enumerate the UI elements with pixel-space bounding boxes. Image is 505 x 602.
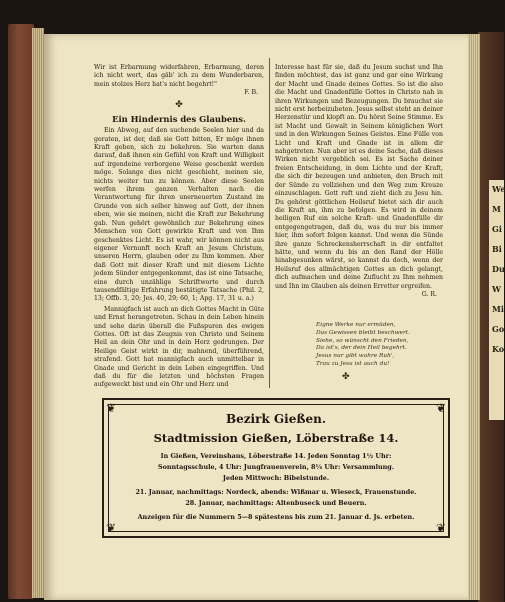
- corner-ornament-icon: ❦: [106, 521, 117, 535]
- left-column: [94, 64, 264, 390]
- ornament-icon: ✤: [342, 372, 350, 382]
- notice-title: Bezirk Gießen.: [225, 412, 327, 426]
- corner-ornament-icon: ❦: [106, 401, 117, 415]
- notice-line: Sonntagsschule, 4 Uhr: Jungfrauenverein, 8¼ Uhr: Versammlung.: [157, 463, 395, 471]
- poem-line: Da ist's, der dein Heil begehrt.: [316, 345, 407, 352]
- notice-line: Jeden Mittwoch: Bibelstunde.: [222, 474, 330, 482]
- strip-text: We: [492, 184, 505, 194]
- poem-line: Jesus nur gibt wahre Ruh',: [316, 353, 395, 360]
- right-column: [275, 64, 443, 298]
- poem-line: Trau zu Jesu ist auch du!: [316, 360, 390, 367]
- strip-text: Du: [492, 264, 505, 274]
- notice-subtitle: Stadtmission Gießen, Löberstraße 14.: [153, 431, 399, 445]
- intro-verse: Wir ist Erbarmung widerfahren, Erbarmung, deren ich nicht wert, das gäb' ich zu dem Wunderbaren, mein stolzes Herz hat's nicht begehrt!": [94, 64, 264, 88]
- ornament-icon: ✤: [175, 100, 183, 111]
- page-edges-left: [32, 28, 44, 598]
- closing-poem: [316, 322, 426, 369]
- strip-text: Bi: [492, 244, 502, 254]
- strip-text: Mi: [492, 304, 504, 314]
- notice-line: In Gießen, Vereinshaus, Löberstraße 14. Jeden Sonntag 1½ Uhr:: [160, 452, 392, 460]
- poem-line: Siehe, so wünscht den Frieden,: [316, 337, 409, 344]
- strip-text: M: [492, 204, 501, 214]
- poem-line: Das Gewissen bleibt beschwert.: [316, 329, 410, 336]
- notice-box: [102, 398, 450, 538]
- article-paragraph: Mannigfach ist auch an dich Gottes Macht in Güte und Ernst herangetreten. Schau in dein Leben hinein und sehe darin überall die Fußspuren des ewigen Gottes. Oft ist das Zeugnis von Christo und Seinem Heil an dein Ohr und in dein Herz gedrungen. Der Heilige Geist wirkt in dir, mahnend, überführend, strafend. Gott hat mannigfach auch unmittelbar in Gnade und Gericht in dein Leben eingegriffen. Und daß du für die letzten und höchsten Fragen aufgeweckt bist und ein Ohr und Herz und: [94, 305, 264, 389]
- notice-line: Anzeigen für die Nummern 5—8 spätestens bis zum 21. Januar d. Js. erbeten.: [137, 513, 415, 521]
- strip-text: Go: [492, 324, 505, 334]
- notice-line: 28. Januar, nachmittags: Altenbuseck und Beuern.: [185, 499, 367, 507]
- intro-signature: F. B.: [244, 89, 258, 97]
- strip-text: Gi: [492, 224, 502, 234]
- page-edges-right: [466, 34, 480, 600]
- corner-ornament-icon: ❦: [435, 521, 446, 535]
- column-rule: [269, 58, 270, 388]
- article-heading: Ein Hindernis des Glaubens.: [112, 114, 246, 125]
- article-paragraph: Ein Abweg, auf den suchende Seelen hier und da geraten, ist der, daß sie Gott bitten, Er möge ihnen Kraft geben, sich zu bekehren. Sie warten dann darauf, daß ihnen ein Gefühl von Kraft und Willigkeit auf irgendeine verborgene Weise geschenkt werden möge. Solange dies nicht geschieht, meinen sie, nichts weiter tun zu können. Aber diese Seelen werfen ihrem ganzen Verhalten nach die Verantwortung für ihren unerneuerten Zustand im Grunde von sich selber hinweg auf Gott, der ihnen eben, wie sie meinen, nicht die Kraft zur Bekehrung gab. Nun gehört gewöhnlich zur Bekehrung eines Menschen von Gott gewirkte Kraft und von Ihm geschenktes Licht. Es ist wahr, wir können nicht aus eigener Vernunft noch Kraft an Jesum Christum, unseren Herrn, glauben oder zu Ihm kommen. Aber daß Gott mit dieser Kraft und mit diesem Lichte jedem Sünder entgegenkommt, das ist eine Tatsache, eine durch unzählige Schriftworte und durch tausendfältige Erfahrung bestätigte Tatsache (Phil. 2, 13; Offb. 3, 20; Jes. 40, 29; 60, 1; Apg. 17, 31 u. a.): [94, 127, 264, 303]
- strip-text: W: [492, 284, 501, 294]
- book-cover-left: [8, 24, 34, 599]
- article-signature: G. R.: [421, 290, 437, 298]
- corner-ornament-icon: ❦: [435, 401, 446, 415]
- poem-line: Eigne Werke nur ermüden,: [316, 322, 396, 328]
- article-paragraph: Interesse hast für sie, daß du Jesum suchst und Ihn finden möchtest, das ist ganz und gar eine Wirkung der Macht und Gnade deines Gottes. So ist die also die Macht und Gnadenfülle Gottes in Christo nah in ihren Wirkungen und Bezeugungen. Du brauchst sie nicht erst herbeizubeten. Jesus selbst steht an deiner Herzenstür und klopft an. Du hörst Seine Stimme. Es ist Macht und Gewalt in Seinem königlichen Wort und in den Wirkungen Seines Geistes. Eine Fülle von Licht und Kraft und Gnade ist in allem dir nahgetreten. Nun aber ist es deine Sache, daß dieses Wirken nicht vergeblich sei. Es ist Sache deiner freien Entscheidung, in dem Lichte und der Kraft, die sich dir bezeugen und anbieten, den Bruch mit der Sünde zu vollziehen und den Weg zum Kreuze einzuschlagen. Gott ruft und zieht dich zu Jesu hin. Du gehörst göttlichen Heilsruf bietet sich dir auch die Kraft an, ihm zu befolgen. Es wird in deinem heiligen Ruf ein solche Kraft- und Gnadenfülle dir entgegengetragen, daß du, was du nur bis immer hier, ihm sofort folgen kannst. Und wenn die Sünde ihre ganze Schreckensherrschaft in dir entfaltet hätte, und wenn du bis an den Rand der Hölle hinabgesunken wärst, so kannst du doch, wenn der Heilsruf des allmächtigen Gottes an dich gelangt, dich aufmachen und deine Zuflucht zu Ihm nehmen und Ihn im Glauben als deinen Erretter ergreifen.: [275, 64, 444, 290]
- strip-text: Ko: [492, 344, 505, 354]
- notice-line: 21. Januar, nachmittags: Nordeck, abends: Wißmar u. Wieseck, Frauenstunde.: [135, 488, 417, 496]
- facing-page-strip: [489, 180, 504, 420]
